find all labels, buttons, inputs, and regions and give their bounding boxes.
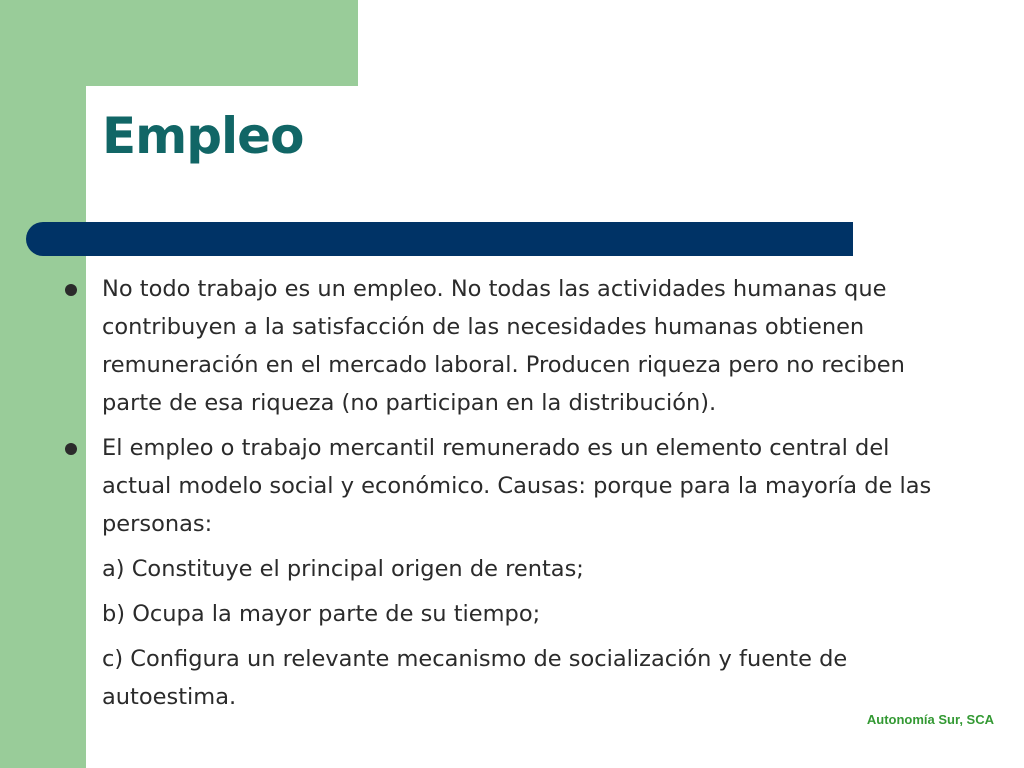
decorative-green-sidebar xyxy=(0,0,86,768)
list-item-c xyxy=(102,640,962,716)
bullet-item xyxy=(102,270,962,422)
bullet-text: No todo trabajo es un empleo. No todas las actividades humanas que contribuyen a la satisfacción de las necesidades humanas obtienen remuneración en el mercado laboral. Producen riqueza pero no reciben parte de esa riqueza (no participan en la distribución). xyxy=(102,276,905,416)
footer-credit: Autonomía Sur, SCA xyxy=(866,712,994,727)
slide-body xyxy=(102,270,962,723)
list-item-text: b) Ocupa la mayor parte de su tiempo; xyxy=(102,601,541,627)
bullet-text: El empleo o trabajo mercantil remunerado es un elemento central del actual modelo social y económico. Causas: porque para la mayoría de las personas: xyxy=(102,435,932,537)
list-item-b xyxy=(102,595,962,633)
title-underline-bar xyxy=(26,222,853,256)
bullet-icon xyxy=(65,443,77,455)
list-item-text: a) Constituye el principal origen de rentas; xyxy=(102,556,584,582)
bullet-item xyxy=(102,429,962,543)
bullet-icon xyxy=(65,284,77,296)
list-item-a xyxy=(102,550,962,588)
list-item-text: c) Configura un relevante mecanismo de socialización y fuente de autoestima. xyxy=(102,646,848,710)
slide-title: Empleo xyxy=(102,107,304,165)
